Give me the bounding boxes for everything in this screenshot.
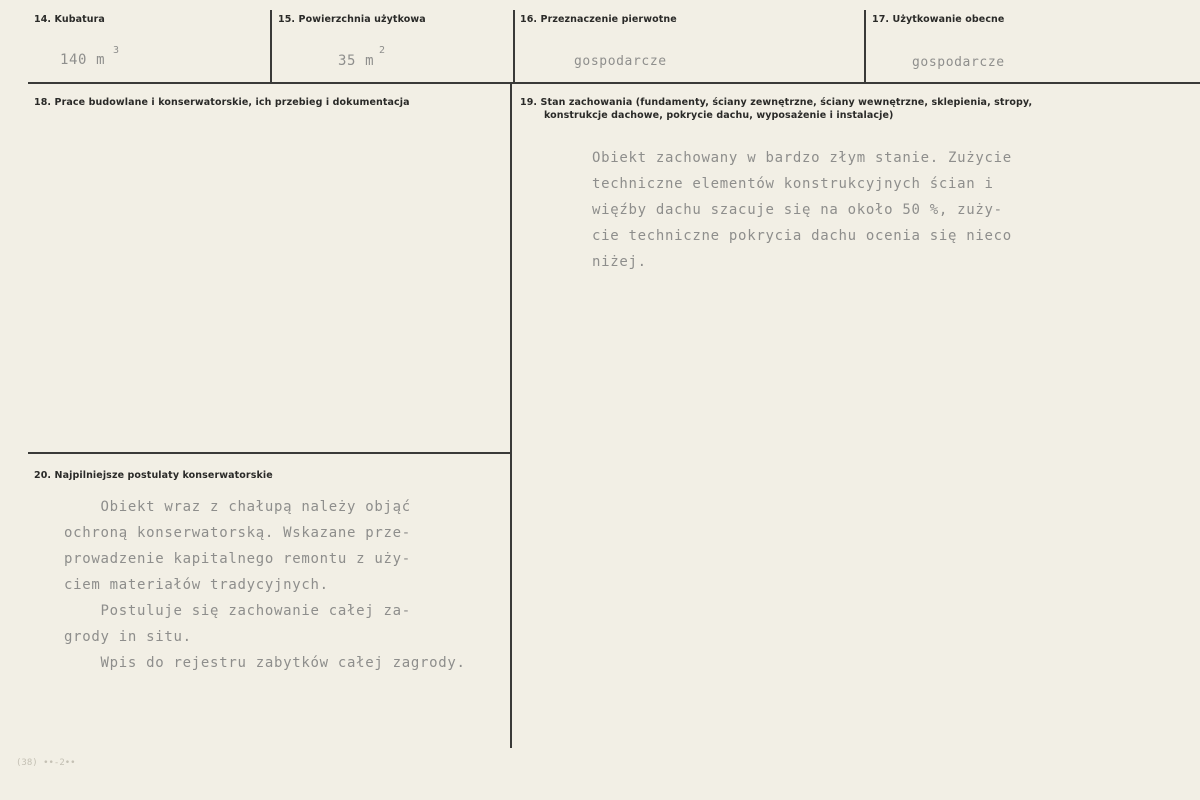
field-19-line: więźby dachu szacuje się na około 50 %, zuży- [592,202,1003,218]
field-20-line: grody in situ. [64,629,192,645]
field-19-line: techniczne elementów konstrukcyjnych ścian i [592,176,994,192]
field-20-line: Wpis do rejestru zabytków całej zagrody. [64,655,466,671]
field-19-label-continued: konstrukcje dachowe, pokrycie dachu, wyposażenie i instalacje) [544,110,894,121]
divider-14-15 [270,10,272,82]
field-17-value: gospodarcze [912,55,1005,70]
field-19-line: Obiekt zachowany w bardzo złym stanie. Zużycie [592,150,1012,166]
field-19-line: cie techniczne pokrycia dachu ocenia się nieco [592,228,1012,244]
field-19-line: niżej. [592,254,647,270]
field-15-value: 35 m [338,53,375,69]
field-15-label: 15. Powierzchnia użytkowa [278,14,426,25]
field-20-label: 20. Najpilniejsze postulaty konserwatorskie [34,470,273,481]
main-vertical-divider [510,82,512,748]
field-20-line: prowadzenie kapitalnego remontu z uży- [64,551,411,567]
divider-16-17 [864,10,866,82]
field-17-label: 17. Użytkowanie obecne [872,14,1005,25]
field-20-line: Postuluje się zachowanie całej za- [64,603,411,619]
field-15-unit-superscript: 2 [379,45,386,56]
field-20-line: ochroną konserwatorską. Wskazane prze- [64,525,411,541]
field-18-label: 18. Prace budowlane i konserwatorskie, ich przebieg i dokumentacja [34,97,410,108]
top-row-bottom-border [28,82,1200,84]
field-20-line: Obiekt wraz z chałupą należy objąć [64,499,411,515]
field-14-value: 140 m [60,52,106,68]
field-19-label: 19. Stan zachowania (fundamenty, ściany zewnętrzne, ściany wewnętrzne, sklepienia, stropy, [520,97,1033,108]
field-14-unit-superscript: 3 [113,45,120,56]
field-16-label: 16. Przeznaczenie pierwotne [520,14,677,25]
field-14-label: 14. Kubatura [34,14,105,25]
divider-15-16 [513,10,515,82]
field-16-value: gospodarcze [574,54,667,69]
field-20-line: ciem materiałów tradycyjnych. [64,577,329,593]
footer-print-stamp: (38) ••-2•• [16,758,76,768]
section-18-bottom-border [28,452,510,454]
